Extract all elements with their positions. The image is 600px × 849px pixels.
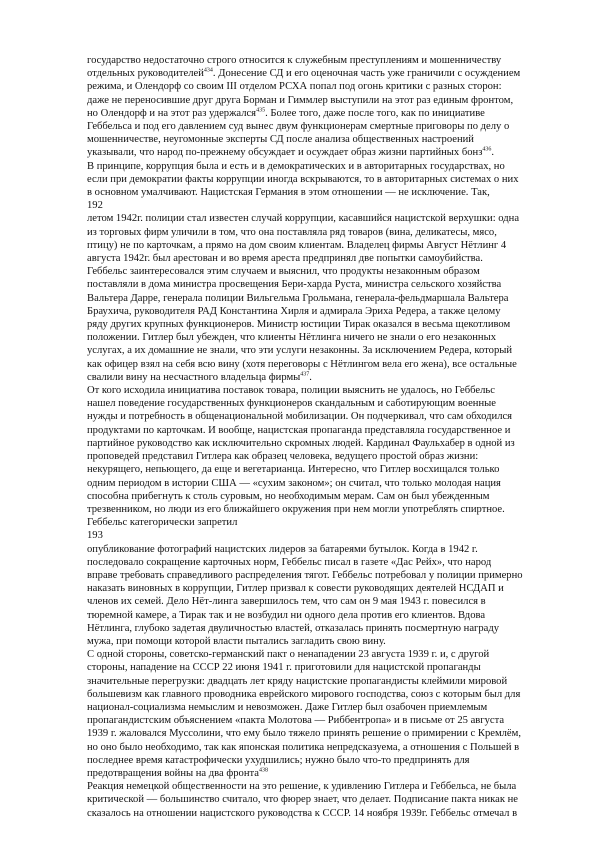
paragraph: От кого исходила инициатива поставок товара, полиции выяснить не удалось, но Геббельс нашел поведение государственных функционеров скандальным и саботирующим военные нужды и потребность в общенациональной мобилизации. Он подчеркивал, что сам обходился продуктами по карточкам. И вообще, нацистская пропаганда представляла государственное и партийное руководство как исключительно скромных людей. Кардинал Фаульхабер в одной из проповедей представил Гитлера как образец человека, ведущего простой образ жизни: некурящего, непьющего, да еще и вегетарианца. Интересно, что Гитлер восхищался только одним периодом в истории США — «сухим законом»; он считал, что только молодая нация способна прибегнуть к столь суровым, но необходимым мерам. Сам он был убежденным трезвенником, но люди из его ближайшего окружения при нем могли употреблять спиртное. Геббельс категорически запретил: [87, 385, 515, 529]
paragraph: опубликование фотографий нацистских лидеров за батареями бутылок. Когда в 1942 г. последовало сокращение карточных норм, Геббельс писал в газете «Дас Рейх», что народ вправе требовать справедливого распределения тягот. Геббельс потребовал у полиции примерно наказать виновных в коррупции, Гитлер призвал к совести руководящих деятелей НСДАП и членов их семей. Дело Нёт-линга завершилось тем, что сам он 9 мая 1943 г. повесился в тюремной камере, а Тирак так и не возбудил ни одного дела против его клиентов. Вдова Нётлинга, глубоко задетая двуличностью властей, отказалась принять посмертную награду мужа, при помощи которой власти пытались загладить свою вину.: [87, 543, 523, 647]
paragraph: В принципе, коррупция была и есть и в демократических и в авторитарных государствах, но если при демократии факты коррупции иногда вскрываются, то в авторитарных системах о них в основном умалчивают. Нацистская Германия в этом отношении — не исключение. Так,: [87, 160, 519, 199]
paragraph: Реакция немецкой общественности на это решение, к удивлению Гитлера и Геббельса, не была критической — большинство считало, что фюрер знает, что делает. Подписание пакта никак не сказалось на отношении нацистского руководства к СССР. 14 ноября 1939г. Геббельс отмечал в: [87, 781, 518, 819]
page-number: 193: [87, 530, 103, 542]
page-number: 192: [87, 200, 103, 212]
paragraph: государство недостаточно строго относится к служебным преступлениям и мошенничеству отдельных руководителей$^{434}$. Донесение СД и его оценочная часть уже граничили с осуждением режима, и Олендорф со своим III отделом РСХА попал под огонь критики с разных сторон: даже не переносившие друг друга Борман и Гиммлер выступили на этот раз единым фронтом, но Олендорф и на этот раз удержался$^{435}$. Более того, даже после того, как по инициативе Геббельса и под его давлением суд вынес двум функционерам смертные приговоры по делу о мошенничестве, неугомонные эксперты СД после анализа общественных настроений указывали, что народ по-прежнему обсуждает и осуждает образ жизни партийных бонз$^{436}$.: [87, 55, 521, 159]
document-page: [87, 54, 523, 820]
paragraph: С одной стороны, советско-германский пакт о ненападении 23 августа 1939 г. и, с другой стороны, нападение на СССР 22 июня 1941 г. приготовили для нацистской пропаганды значительные перегрузки: двадцать лет кряду нацистские пропагандисты клеймили мировой большевизм как главного проводника еврейского мирового господства, союз с которым был для национал-социализма немыслим и невозможен. Даже Гитлер был озабочен приемлемым пропагандистским объяснением «пакта Молотова — Риббентропа» и в письме от 25 августа 1939 г. жаловался Муссолини, что ему было тяжело принять решение о примирении с Кремлём, но оно было необходимо, так как японская политика непредсказуема, а отношения с Польшей в последнее время катастрофически ухудшились; нужно было что-то предпринять для предотвращения войны на два фронта$^{438}$: [87, 649, 521, 779]
paragraph: летом 1942г. полиции стал известен случай коррупции, касавшийся нацистской верхушки: одна из торговых фирм уличили в том, что она поставляла ряд товаров (вина, деликатесы, мясо, птицу) не по карточкам, а прямо на дом своим клиентам. Владелец фирмы Август Нётлинг 4 августа 1942г. был арестован и во время ареста предпринял две попытки самоубийства. Геббельс заинтересовался этим случаем и выяснил, что продукты незаконным образом поставляли в дома министра просвещения Бери-харда Руста, министра сельского хозяйства Вальтера Дарре, генерала полиции Вильгельма Грольмана, генерала-фельдмаршала Вальтера Браухича, руководителя РАД Константина Хирля и адмирала Эриха Редера, а также целому ряду других крупных функционеров. Министр юстиции Тирак оказался в весьма щекотливом положении. Гитлер был убежден, что клиенты Нётлинга ничего не знали о его незаконных услугах, а их домашние не знали, что эти услуги незаконны. За исключением Редера, который как офицер взял на себя всю вину (хотя переговоры с Нётлингом вела его жена), все остальные свалили вину на несчастного владельца фирмы$^{437}$.: [87, 213, 520, 383]
